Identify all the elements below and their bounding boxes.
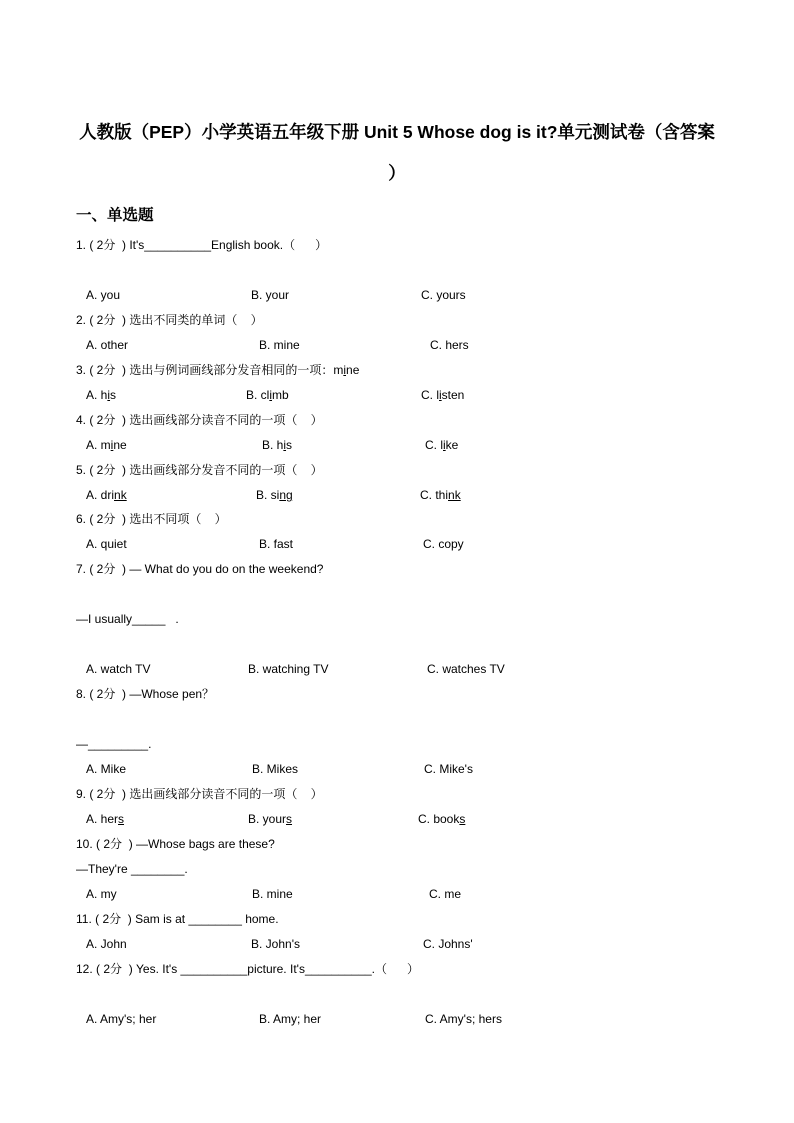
- section-heading: 一、单选题: [76, 207, 154, 224]
- question-10-option-c: C. me: [429, 887, 462, 901]
- document-title-line-1: 人教版（PEP）小学英语五年级下册 Unit 5 Whose dog is it?单元测试卷（含答案: [79, 122, 715, 142]
- question-5-stem: 5. ( 2分 ) 选出画线部分发音不同的一项（ ）: [76, 463, 323, 477]
- document-title-line-2: ）: [388, 163, 406, 183]
- question-1-stem: 1. ( 2分 ) It's__________English book.（ ）: [76, 238, 328, 252]
- question-8-option-b: B. Mikes: [252, 762, 299, 776]
- question-6-option-a: A. quiet: [86, 537, 127, 551]
- question-8-option-a: A. Mike: [86, 762, 127, 776]
- question-11-stem: 11. ( 2分 ) Sam is at ________ home.: [76, 912, 279, 926]
- question-3-option-b: B. climb: [246, 388, 289, 402]
- question-1-option-c: C. yours: [421, 288, 466, 302]
- question-10-option-b: B. mine: [252, 887, 293, 901]
- question-2-option-b: B. mine: [259, 338, 300, 352]
- question-7-answer-line: —I usually_____ .: [76, 612, 179, 626]
- question-2-option-c: C. hers: [430, 338, 469, 352]
- question-5-option-b: B. sing: [256, 488, 293, 502]
- question-2-stem: 2. ( 2分 ) 选出不同类的单词（ ）: [76, 313, 263, 327]
- question-8-answer-line: —_________.: [76, 737, 152, 751]
- question-12-option-b: B. Amy; her: [259, 1012, 322, 1026]
- question-3-option-c: C. listen: [421, 388, 465, 402]
- question-4-option-b: B. his: [262, 438, 293, 452]
- question-9-stem: 9. ( 2分 ) 选出画线部分读音不同的一项（ ）: [76, 787, 323, 801]
- question-4-option-c: C. like: [425, 438, 459, 452]
- question-10-option-a: A. my: [86, 887, 117, 901]
- question-8-option-c: C. Mike's: [424, 762, 473, 776]
- question-4-stem: 4. ( 2分 ) 选出画线部分读音不同的一项（ ）: [76, 413, 323, 427]
- question-4-option-a: A. mine: [86, 438, 127, 452]
- question-1-option-a: A. you: [86, 288, 121, 302]
- question-12-option-c: C. Amy's; hers: [425, 1012, 502, 1026]
- question-7-stem: 7. ( 2分 ) — What do you do on the weekend?: [76, 562, 324, 576]
- question-5-option-a: A. drink: [86, 488, 127, 502]
- question-9-option-c: C. books: [418, 812, 466, 826]
- question-6-option-b: B. fast: [259, 537, 294, 551]
- question-11-option-c: C. Johns': [423, 937, 473, 951]
- question-3-stem: 3. ( 2分 ) 选出与例词画线部分发音相同的一项：mine: [76, 363, 360, 377]
- question-7-option-b: B. watching TV: [248, 662, 329, 676]
- question-3-option-a: A. his: [86, 388, 117, 402]
- question-5-option-c: C. think: [420, 488, 461, 502]
- question-6-stem: 6. ( 2分 ) 选出不同项（ ）: [76, 512, 227, 526]
- question-10-stem: 10. ( 2分 ) —Whose bags are these?: [76, 837, 275, 851]
- question-7-option-a: A. watch TV: [86, 662, 151, 676]
- question-12-option-a: A. Amy's; her: [86, 1012, 157, 1026]
- question-2-option-a: A. other: [86, 338, 129, 352]
- question-12-stem: 12. ( 2分 ) Yes. It's __________picture. It's__________.（ ）: [76, 962, 420, 976]
- question-11-option-b: B. John's: [251, 937, 300, 951]
- question-11-option-a: A. John: [86, 937, 127, 951]
- question-10-answer-line: —They're ________.: [76, 862, 188, 876]
- question-7-option-c: C. watches TV: [427, 662, 505, 676]
- question-8-stem: 8. ( 2分 ) —Whose pen？: [76, 687, 215, 701]
- question-1-option-b: B. your: [251, 288, 290, 302]
- question-9-option-a: A. hers: [86, 812, 125, 826]
- question-6-option-c: C. copy: [423, 537, 464, 551]
- question-9-option-b: B. yours: [248, 812, 293, 826]
